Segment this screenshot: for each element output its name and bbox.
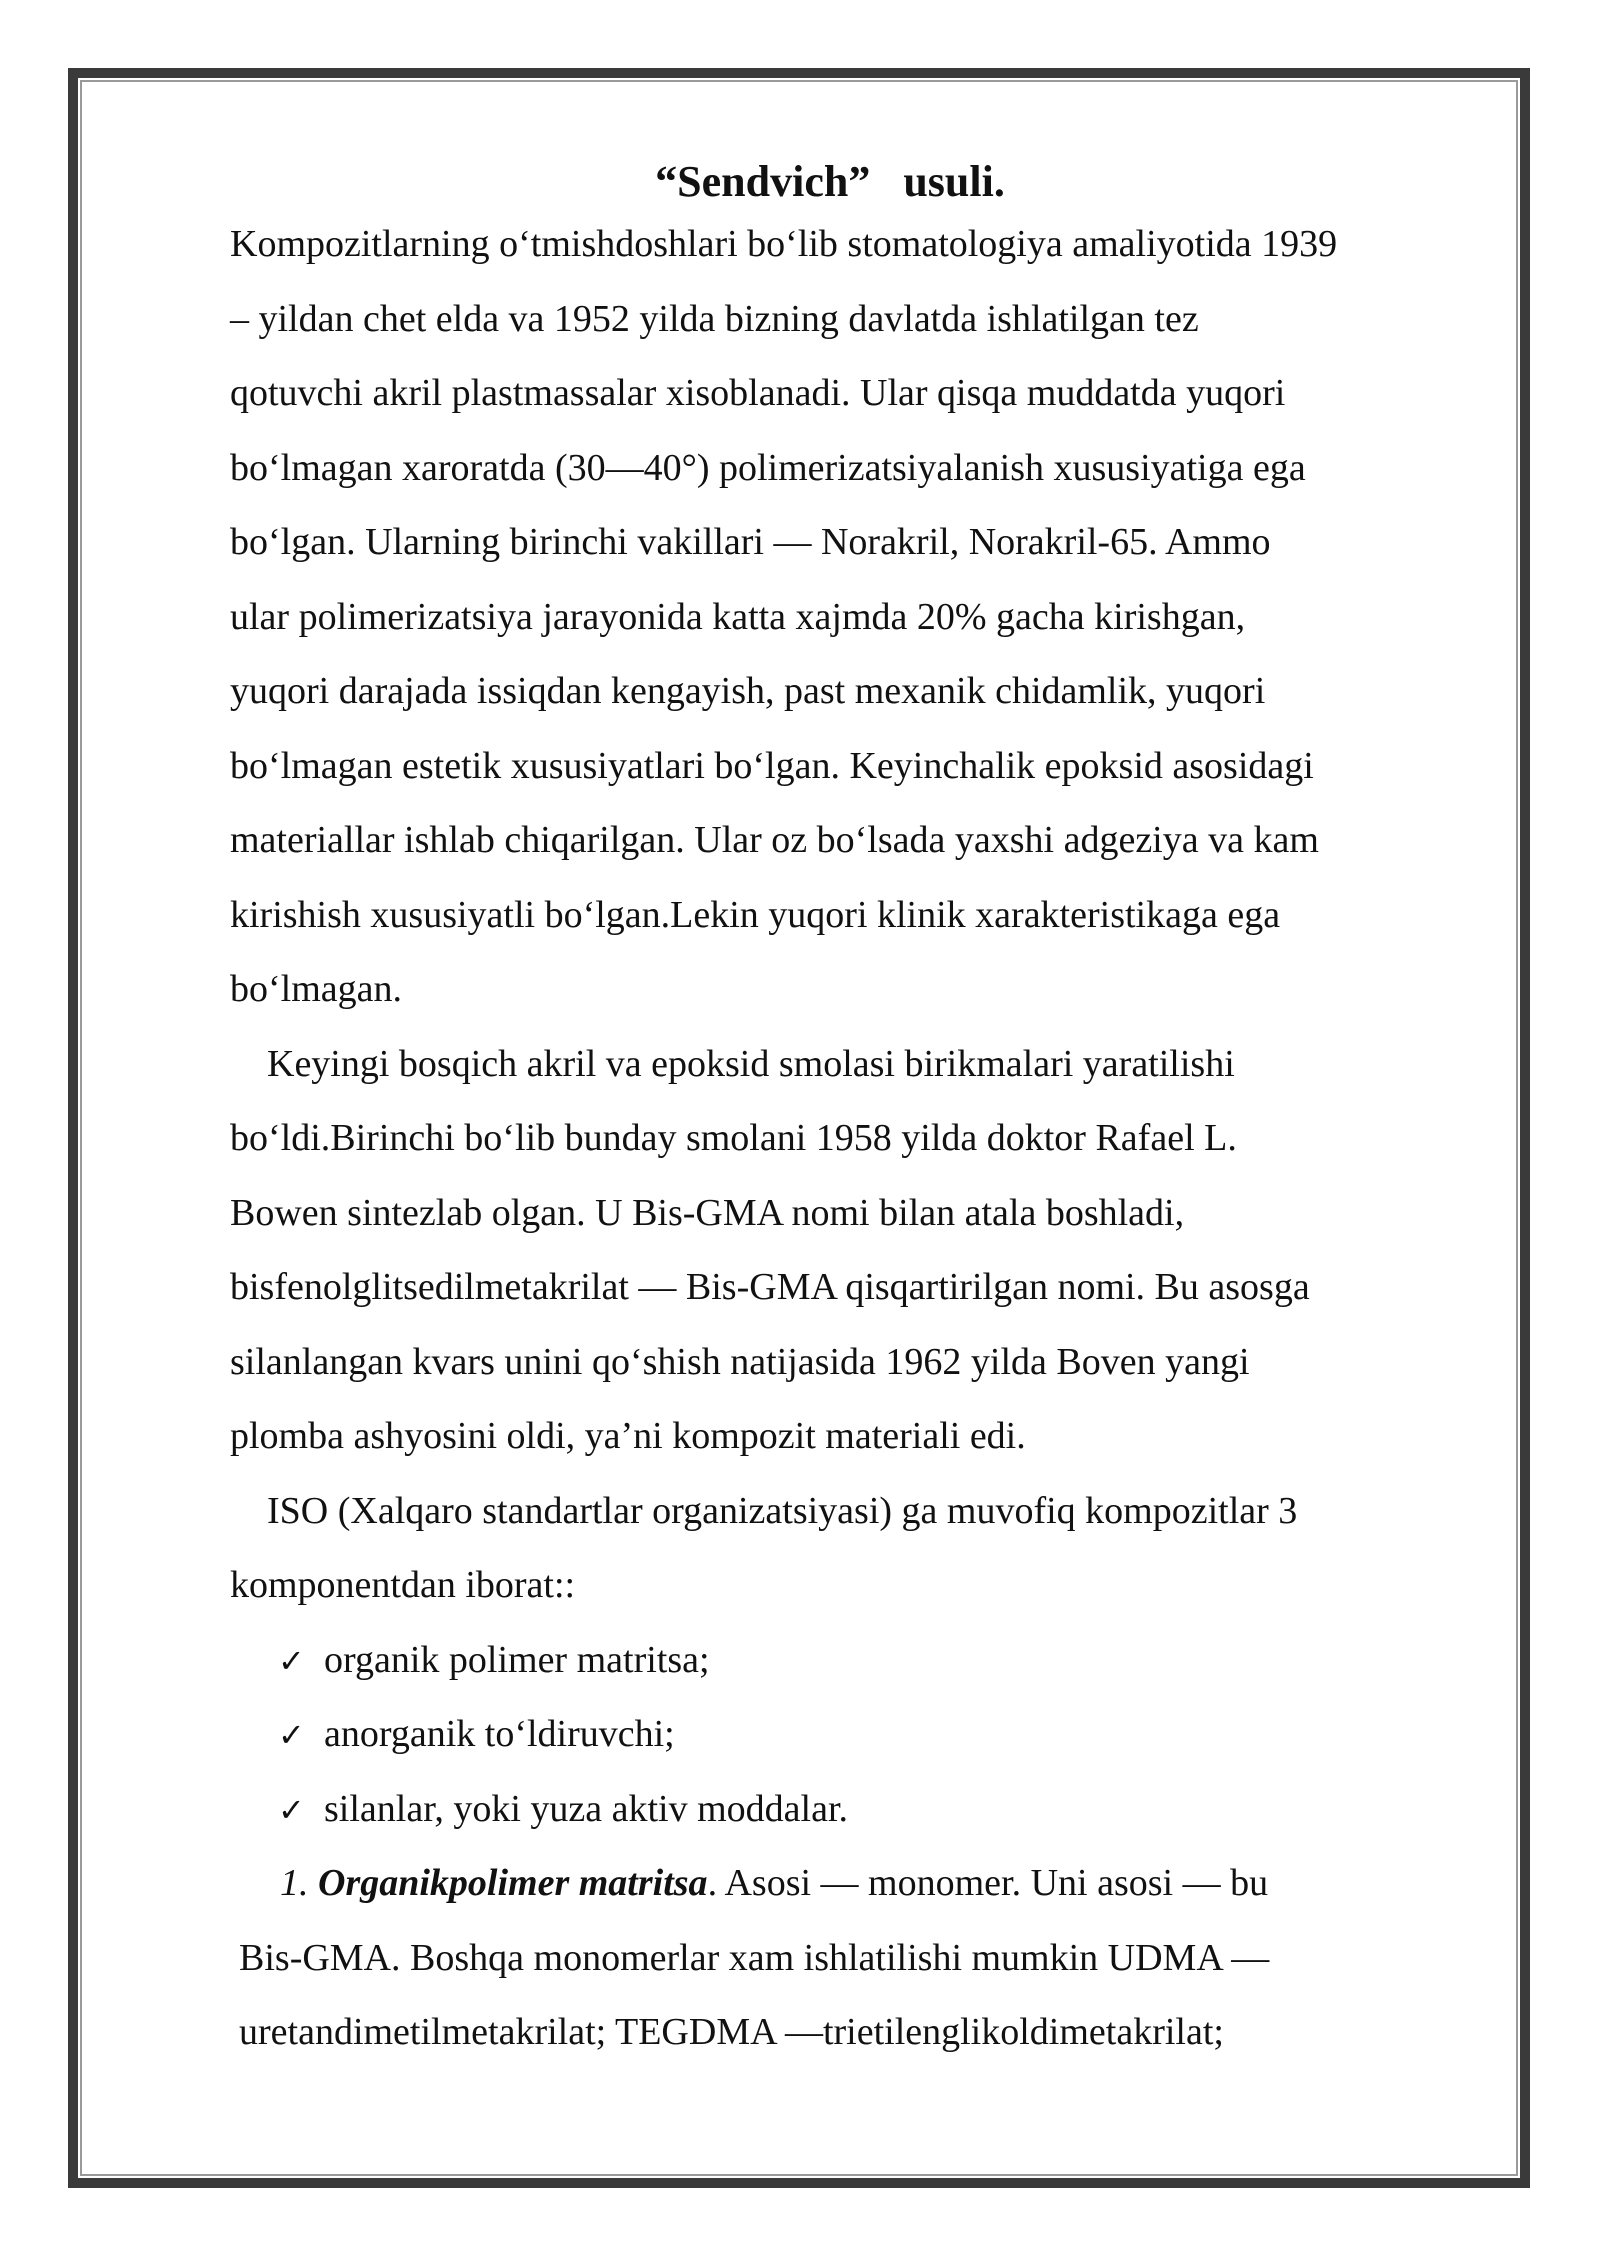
paragraph-iso: [230, 1474, 1530, 1623]
paragraph-history: [230, 207, 1530, 1027]
page-title: “Sendvich” usuli.: [655, 157, 1005, 206]
text-line: ISO (Xalqaro standartlar organizatsiyasi) ga muvofiq kompozitlar 3: [267, 1489, 1298, 1532]
text-line: plomba ashyosini oldi, ya’ni kompozit materiali edi.: [230, 1415, 1026, 1457]
list-item: [230, 1697, 1530, 1772]
section-lead-text: . Asosi — monomer. Uni asosi — bu: [707, 1862, 1269, 1904]
section-organic-matrix: [230, 1846, 1530, 2070]
text-line: silanlangan kvars unini qo‘shish natijasida 1962 yilda Boven yangi: [230, 1340, 1250, 1383]
text-line: ular polimerizatsiya jarayonida katta xajmda 20% gacha kirishgan,: [230, 595, 1246, 638]
text-line: Bis-GMA. Boshqa monomerlar xam ishlatilishi mumkin UDMA —: [239, 1936, 1270, 1979]
list-item-text: organik polimer matritsa;: [324, 1638, 710, 1681]
text-line: kirishish xususiyatli bo‘lgan.Lekin yuqori klinik xarakteristikaga ega: [230, 893, 1281, 936]
checkmark-icon: ✓: [278, 1641, 305, 1680]
text-line: – yildan chet elda va 1952 yilda bizning davlatda ishlatilgan tez: [230, 297, 1199, 340]
components-list: [230, 1623, 1530, 1847]
text-line: komponentdan iborat::: [230, 1564, 576, 1606]
text-line: materiallar ishlab chiqarilgan. Ular oz bo‘lsada yaxshi adgeziya va kam: [230, 819, 1319, 861]
text-line: Kompozitlarning o‘tmishdoshlari bo‘lib stomatologiya amaliyotida 1939: [230, 223, 1338, 265]
text-line: bo‘ldi.Birinchi bo‘lib bunday smolani 1958 yilda doktor Rafael L.: [230, 1117, 1237, 1159]
list-item-text: anorganik to‘ldiruvchi;: [324, 1713, 675, 1755]
paragraph-bowen: [230, 1027, 1530, 1474]
document-body: [230, 207, 1530, 2070]
text-line: yuqori darajada issiqdan kengayish, past mexanik chidamlik, yuqori: [230, 670, 1266, 712]
checkmark-icon: ✓: [278, 1790, 305, 1829]
text-line: bo‘lmagan estetik xususiyatlari bo‘lgan. Keyinchalik epoksid asosidagi: [230, 744, 1314, 787]
list-item-text: silanlar, yoki yuza aktiv moddalar.: [324, 1787, 849, 1830]
text-line: bo‘lmagan xaroratda (30—40°) polimerizatsiyalanish xususiyatiga ega: [230, 446, 1306, 489]
text-line: Keyingi bosqich akril va epoksid smolasi birikmalari yaratilishi: [267, 1042, 1235, 1085]
text-line: bo‘lmagan.: [230, 968, 403, 1010]
checkmark-icon: ✓: [278, 1716, 305, 1754]
section-heading-line: [230, 1846, 1530, 1921]
section-number: 1.: [280, 1862, 309, 1904]
text-line: bisfenolglitsedilmetakrilat — Bis-GMA qisqartirilgan nomi. Bu asosga: [230, 1266, 1310, 1308]
text-line: bo‘lgan. Ularning birinchi vakillari — Norakril, Norakril-65. Ammo: [230, 521, 1271, 563]
section-heading: Organikpolimer matritsa: [318, 1862, 708, 1904]
text-line: qotuvchi akril plastmassalar xisoblanadi. Ular qisqa muddatda yuqori: [230, 372, 1286, 414]
list-item: [230, 1623, 1530, 1698]
text-line: Bowen sintezlab olgan. U Bis-GMA nomi bilan atala boshladi,: [230, 1191, 1185, 1234]
text-line: uretandimetilmetakrilat; TEGDMA —trietilenglikoldimetakrilat;: [239, 2011, 1224, 2053]
list-item: [230, 1772, 1530, 1847]
